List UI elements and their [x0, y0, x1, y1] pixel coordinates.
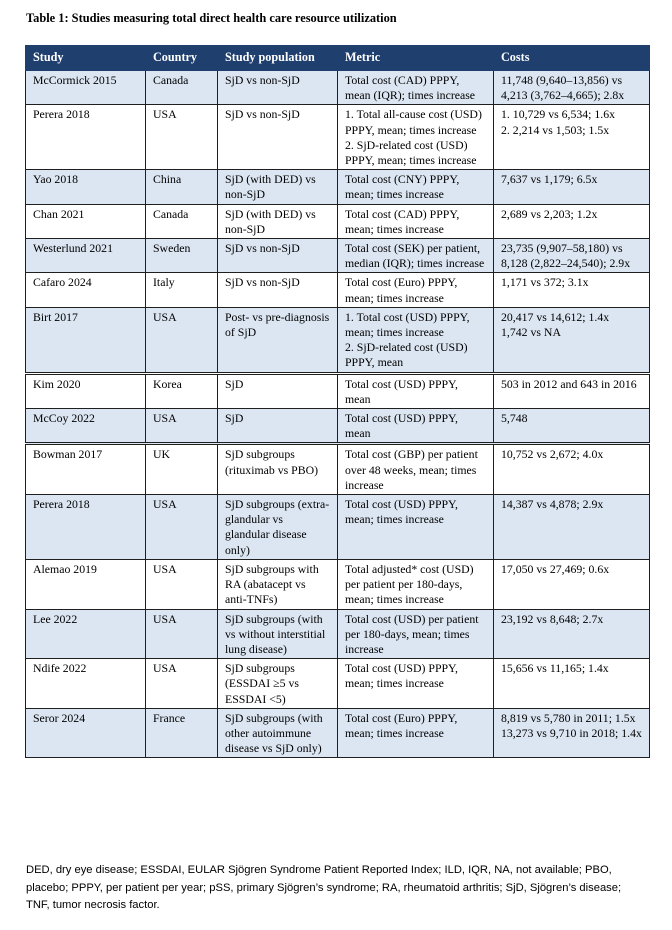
- table-row: [26, 659, 650, 709]
- cell-study: McCormick 2015: [26, 71, 146, 105]
- cell-country: Canada: [146, 204, 218, 238]
- cell-metric: Total cost (USD) PPPY, mean; times increase: [338, 659, 494, 709]
- cell-study: Bowman 2017: [26, 444, 146, 495]
- cell-study: Perera 2018: [26, 105, 146, 170]
- cell-population: SjD: [218, 373, 338, 408]
- cell-country: China: [146, 170, 218, 204]
- cell-population: SjD: [218, 409, 338, 444]
- table-row: [26, 170, 650, 204]
- table-row: [26, 708, 650, 758]
- cell-study: Cafaro 2024: [26, 273, 146, 307]
- cell-country: USA: [146, 609, 218, 659]
- cell-costs: 2,689 vs 2,203; 1.2x: [494, 204, 650, 238]
- cell-metric: Total cost (USD) PPPY, mean: [338, 409, 494, 444]
- cell-metric: Total adjusted* cost (USD) per patient per 180-days, mean; times increase: [338, 559, 494, 609]
- cell-population: SjD subgroups (with vs without interstitial lung disease): [218, 609, 338, 659]
- header-row: [26, 46, 650, 71]
- cell-country: USA: [146, 307, 218, 373]
- cell-population: SjD (with DED) vs non-SjD: [218, 204, 338, 238]
- table-row: [26, 373, 650, 408]
- cell-metric: Total cost (CNY) PPPY, mean; times increase: [338, 170, 494, 204]
- cell-metric: 1. Total cost (USD) PPPY, mean; times increase 2. SjD-related cost (USD) PPPY, mean: [338, 307, 494, 373]
- cell-population: SjD subgroups (ESSDAI ≥5 vs ESSDAI <5): [218, 659, 338, 709]
- cell-country: Canada: [146, 71, 218, 105]
- cell-country: USA: [146, 409, 218, 444]
- cell-metric: Total cost (Euro) PPPY, mean; times increase: [338, 708, 494, 758]
- cell-population: SjD vs non-SjD: [218, 71, 338, 105]
- table-row: [26, 409, 650, 444]
- cell-study: Ndife 2022: [26, 659, 146, 709]
- cell-metric: Total cost (SEK) per patient, median (IQR); times increase: [338, 239, 494, 273]
- cell-costs: 11,748 (9,640–13,856) vs 4,213 (3,762–4,665); 2.8x: [494, 71, 650, 105]
- cell-country: UK: [146, 444, 218, 495]
- cell-costs: 1,171 vs 372; 3.1x: [494, 273, 650, 307]
- cell-study: Alemao 2019: [26, 559, 146, 609]
- studies-table: [25, 45, 650, 758]
- cell-study: Lee 2022: [26, 609, 146, 659]
- cell-costs: 15,656 vs 11,165; 1.4x: [494, 659, 650, 709]
- table-row: [26, 495, 650, 560]
- table-footnote: DED, dry eye disease; ESSDAI, EULAR Sjögren Syndrome Patient Reported Index; ILD, IQR, NA, not available; PBO, placebo; PPPY, per patient per year; pSS, primary Sjögren’s syndrome; RA, rheumatoid arthritis; SjD, Sjögren’s disease; TNF, tumor necrosis factor.: [26, 864, 622, 911]
- cell-study: Westerlund 2021: [26, 239, 146, 273]
- cell-costs: 1. 10,729 vs 6,534; 1.6x 2. 2,214 vs 1,503; 1.5x: [494, 105, 650, 170]
- cell-country: France: [146, 708, 218, 758]
- cell-costs: 503 in 2012 and 643 in 2016: [494, 373, 650, 408]
- cell-study: McCoy 2022: [26, 409, 146, 444]
- table-row: [26, 307, 650, 373]
- cell-country: Italy: [146, 273, 218, 307]
- cell-metric: Total cost (CAD) PPPY, mean (IQR); times increase: [338, 71, 494, 105]
- cell-costs: 20,417 vs 14,612; 1.4x 1,742 vs NA: [494, 307, 650, 373]
- cell-costs: 23,735 (9,907–58,180) vs 8,128 (2,822–24,540); 2.9x: [494, 239, 650, 273]
- cell-metric: Total cost (USD) PPPY, mean; times increase: [338, 495, 494, 560]
- header-country: Country: [146, 46, 218, 71]
- cell-study: Chan 2021: [26, 204, 146, 238]
- table-row: [26, 239, 650, 273]
- cell-population: SjD vs non-SjD: [218, 273, 338, 307]
- header-costs: Costs: [494, 46, 650, 71]
- cell-country: USA: [146, 105, 218, 170]
- cell-population: SjD (with DED) vs non-SjD: [218, 170, 338, 204]
- table-row: [26, 609, 650, 659]
- cell-country: USA: [146, 659, 218, 709]
- cell-metric: Total cost (USD) PPPY, mean: [338, 373, 494, 408]
- header-study: Study: [26, 46, 146, 71]
- cell-metric: Total cost (CAD) PPPY, mean; times increase: [338, 204, 494, 238]
- cell-study: Yao 2018: [26, 170, 146, 204]
- cell-metric: Total cost (GBP) per patient over 48 weeks, mean; times increase: [338, 444, 494, 495]
- cell-metric: Total cost (Euro) PPPY, mean; times increase: [338, 273, 494, 307]
- table-row: [26, 444, 650, 495]
- table-row: [26, 71, 650, 105]
- cell-study: Perera 2018: [26, 495, 146, 560]
- cell-population: Post- vs pre-diagnosis of SjD: [218, 307, 338, 373]
- cell-costs: 5,748: [494, 409, 650, 444]
- cell-costs: 23,192 vs 8,648; 2.7x: [494, 609, 650, 659]
- cell-population: SjD subgroups (rituximab vs PBO): [218, 444, 338, 495]
- header-study-population: Study population: [218, 46, 338, 71]
- cell-population: SjD vs non-SjD: [218, 239, 338, 273]
- cell-study: Seror 2024: [26, 708, 146, 758]
- cell-costs: 10,752 vs 2,672; 4.0x: [494, 444, 650, 495]
- cell-costs: 14,387 vs 4,878; 2.9x: [494, 495, 650, 560]
- cell-country: USA: [146, 559, 218, 609]
- cell-population: SjD subgroups (extra-glandular vs glandular disease only): [218, 495, 338, 560]
- cell-study: Birt 2017: [26, 307, 146, 373]
- cell-population: SjD vs non-SjD: [218, 105, 338, 170]
- cell-study: Kim 2020: [26, 373, 146, 408]
- table-row: [26, 105, 650, 170]
- cell-metric: Total cost (USD) per patient per 180-days, mean; times increase: [338, 609, 494, 659]
- cell-metric: 1. Total all-cause cost (USD) PPPY, mean; times increase 2. SjD-related cost (USD) PPPY, mean; times increase: [338, 105, 494, 170]
- header-metric: Metric: [338, 46, 494, 71]
- table-row: [26, 204, 650, 238]
- cell-population: SjD subgroups (with other autoimmune disease vs SjD only): [218, 708, 338, 758]
- cell-costs: 8,819 vs 5,780 in 2011; 1.5x 13,273 vs 9,710 in 2018; 1.4x: [494, 708, 650, 758]
- cell-costs: 7,637 vs 1,179; 6.5x: [494, 170, 650, 204]
- cell-country: Korea: [146, 373, 218, 408]
- cell-country: Sweden: [146, 239, 218, 273]
- table-row: [26, 273, 650, 307]
- table-caption: Table 1: Studies measuring total direct health care resource utilization: [26, 11, 397, 25]
- table-row: [26, 559, 650, 609]
- cell-costs: 17,050 vs 27,469; 0.6x: [494, 559, 650, 609]
- cell-country: USA: [146, 495, 218, 560]
- cell-population: SjD subgroups with RA (abatacept vs anti-TNFs): [218, 559, 338, 609]
